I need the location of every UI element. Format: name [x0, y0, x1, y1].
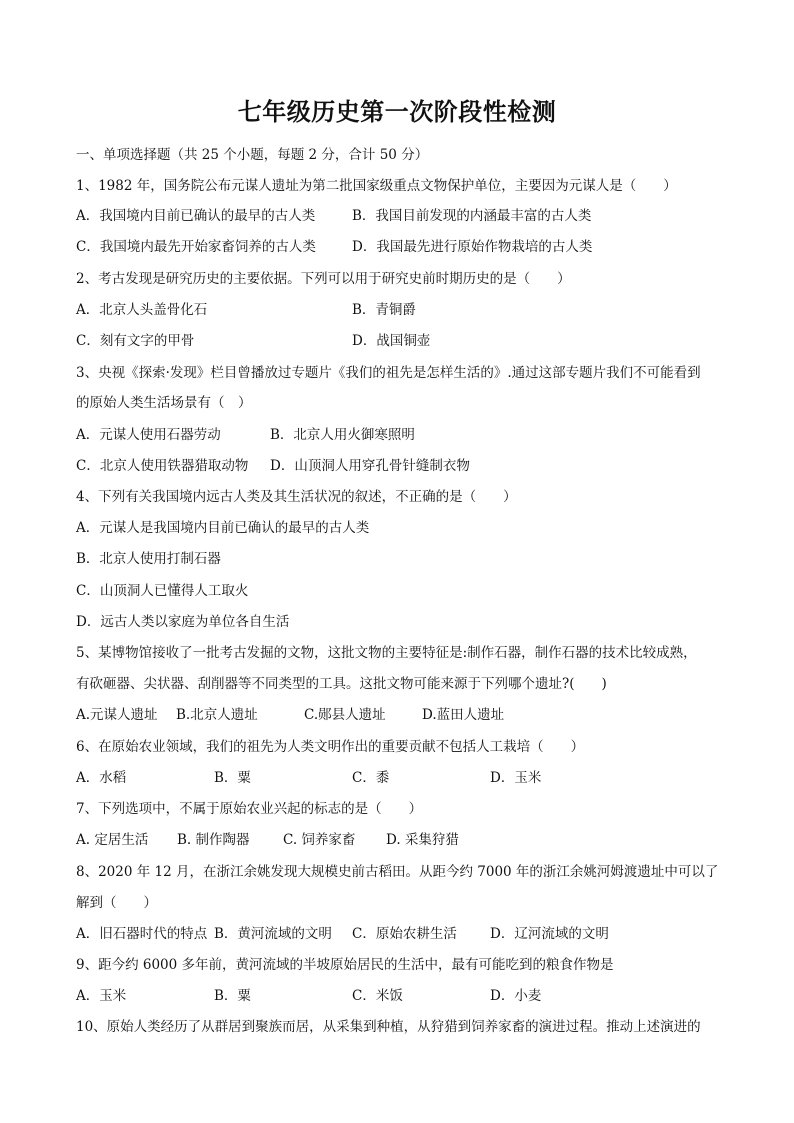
question-4-option-a: A．元谋人是我国境内目前已确认的最早的古人类 [76, 520, 370, 536]
question-2-stem: 2、考古发现是研究历史的主要依据。下列可以用于研究史前时期历史的是（ ） [76, 271, 571, 287]
question-9-option-d: D．小麦 [490, 988, 542, 1004]
question-5-stem-continued: 有砍砸器、尖状器、刮削器等不同类型的工具。这批文物可能来源于下列哪个遗址?( ) [76, 676, 607, 692]
question-2-option-d: D．战国铜壶 [352, 333, 431, 349]
question-2-option-a: A．北京人头盖骨化石 [76, 302, 208, 318]
question-6-stem: 6、在原始农业领域，我们的祖先为人类文明作出的重要贡献不包括人工栽培（ ） [76, 739, 585, 755]
question-9-option-c: C．米饭 [352, 988, 403, 1004]
question-5-option-d: D.蓝田人遗址 [422, 707, 505, 723]
section-heading: 一、单项选择题（共 25 个小题，每题 2 分，合计 50 分） [76, 147, 429, 163]
question-10-stem: 10、原始人类经历了从群居到聚族而居，从采集到种植，从狩猎到饲养家畜的演进过程。推动上述演进的 [76, 1019, 701, 1035]
question-5-option-b: B.北京人遗址 [176, 707, 258, 723]
question-6-option-d: D．玉米 [490, 770, 542, 786]
question-4-stem: 4、下列有关我国境内远古人类及其生活状况的叙述，不正确的是（ ） [76, 489, 517, 505]
question-8-option-b: B．黄河流域的文明 [214, 926, 332, 942]
question-9-option-b: B．粟 [214, 988, 251, 1004]
question-7-option-d: D. 采集狩猎 [386, 832, 459, 848]
question-7-option-b: B. 制作陶器 [177, 832, 250, 848]
question-1-option-d: D．我国最先进行原始作物栽培的古人类 [352, 239, 593, 255]
question-8-option-c: C．原始农耕生活 [352, 926, 457, 942]
question-3-stem-continued: 的原始人类生活场景有（ ） [76, 395, 252, 411]
question-5-stem: 5、某博物馆接收了一批考古发掘的文物，这批文物的主要特征是:制作石器，制作石器的技术比较成熟， [76, 645, 697, 661]
question-3-option-a: A．元谋人使用石器劳动 [76, 427, 221, 443]
question-1-option-c: C．我国境内最先开始家畜饲养的古人类 [76, 239, 316, 255]
question-7-option-c: C. 饲养家畜 [283, 832, 356, 848]
question-1-option-b: B．我国目前发现的内涵最丰富的古人类 [352, 208, 592, 224]
page-title: 七年级历史第一次阶段性检测 [237, 98, 557, 126]
question-5-option-c: C.郧县人遗址 [304, 707, 386, 723]
question-7-option-a: A. 定居生活 [76, 832, 149, 848]
question-9-option-a: A．玉米 [76, 988, 127, 1004]
question-5-option-a: A.元谋人遗址 [76, 707, 158, 723]
question-8-option-d: D．辽河流域的文明 [490, 926, 609, 942]
question-6-option-b: B．粟 [214, 770, 251, 786]
question-4-option-c: C．山顶洞人已懂得人工取火 [76, 583, 249, 599]
question-4-option-b: B．北京人使用打制石器 [76, 551, 221, 567]
question-6-option-c: C．黍 [352, 770, 390, 786]
question-4-option-d: D．远古人类以家庭为单位各自生活 [76, 614, 290, 630]
question-3-option-c: C．北京人使用铁器猎取动物 [76, 458, 249, 474]
question-3-option-b: B．北京人用火御寒照明 [270, 427, 415, 443]
question-3-option-d: D．山顶洞人用穿孔骨针缝制衣物 [270, 458, 470, 474]
question-9-stem: 9、距今约 6000 多年前，黄河流域的半坡原始居民的生活中，最有可能吃到的粮食作物是 [76, 957, 614, 973]
question-1-stem: 1、1982 年，国务院公布元谋人遗址为第二批国家级重点文物保护单位，主要因为元谋人是（ ） [76, 178, 677, 194]
question-7-stem: 7、下列选项中，不属于原始农业兴起的标志的是（ ） [76, 801, 423, 817]
question-3-stem: 3、央视《探索·发现》栏目曾播放过专题片《我们的祖先是怎样生活的》.通过这部专题片我们不可能看到 [76, 365, 701, 381]
question-8-stem: 8、2020 年 12 月，在浙江余姚发现大规模史前古稻田。从距今约 7000 年的浙江余姚河姆渡遗址中可以了 [76, 864, 719, 880]
question-8-option-a: A．旧石器时代的特点 [76, 926, 208, 942]
question-6-option-a: A．水稻 [76, 770, 127, 786]
question-2-option-c: C．刻有文字的甲骨 [76, 333, 195, 349]
question-1-option-a: A．我国境内目前已确认的最早的古人类 [76, 208, 316, 224]
question-2-option-b: B．青铜爵 [352, 302, 416, 318]
question-8-stem-continued: 解到（ ） [76, 895, 157, 911]
